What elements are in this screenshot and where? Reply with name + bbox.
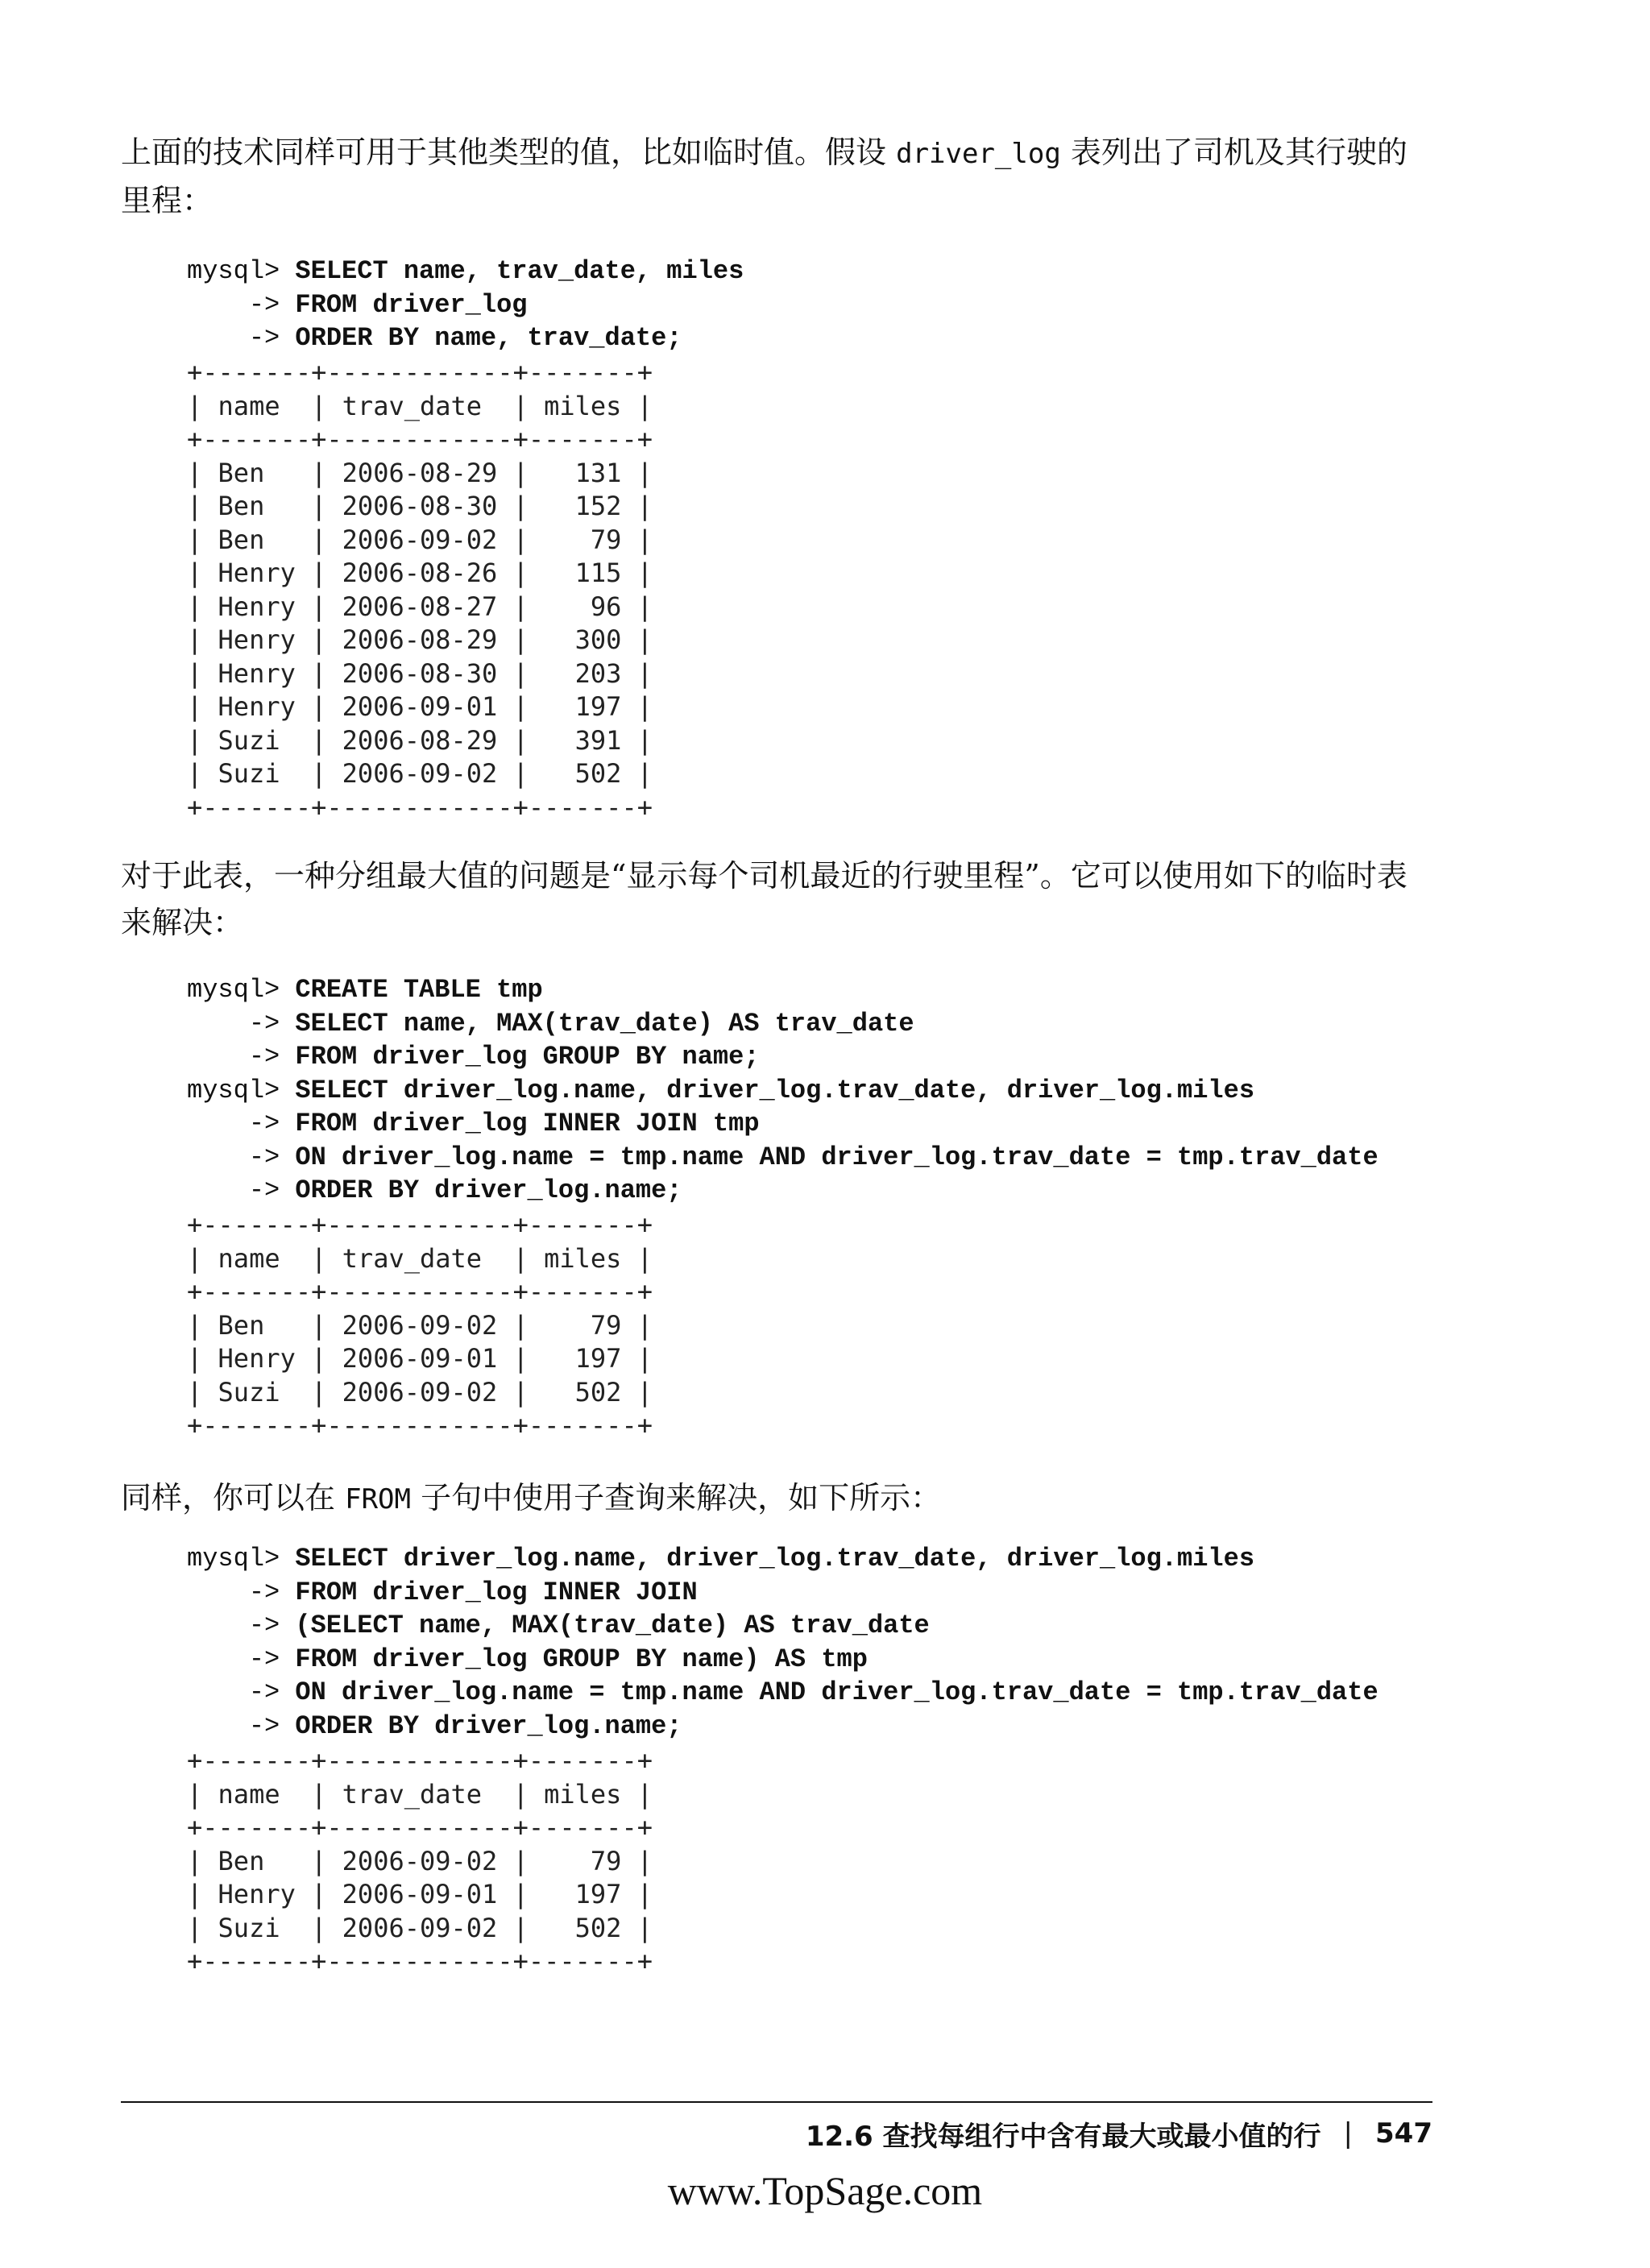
code-line — [187, 1542, 1378, 1576]
code-statement: ORDER BY driver_log.name; — [295, 1710, 682, 1741]
table-border: +-------+------------+-------+ — [187, 1745, 653, 1776]
table-border: +-------+------------+-------+ — [187, 1946, 653, 1976]
code-line — [187, 1174, 1378, 1208]
code-statement: SELECT driver_log.name, driver_log.trav_date, driver_log.miles — [295, 1544, 1255, 1574]
table-row: | Ben | 2006-09-02 | 79 | — [187, 1845, 653, 1876]
code-statement: FROM driver_log INNER JOIN — [295, 1577, 698, 1607]
paragraph-intro — [121, 129, 1410, 224]
table-row: | Ben | 2006-09-02 | 79 | — [187, 1309, 653, 1341]
code-statement: CREATE TABLE tmp — [295, 975, 543, 1005]
inline-code-driver-log: driver_log — [896, 138, 1061, 170]
result-table-3 — [187, 1744, 653, 1979]
code-statement: (SELECT name, MAX(trav_date) AS trav_date — [295, 1611, 930, 1640]
code-statement: FROM driver_log INNER JOIN tmp — [295, 1109, 760, 1138]
table-header-row: | name | trav_date | miles | — [187, 390, 653, 421]
code-statement: SELECT driver_log.name, driver_log.trav_date, driver_log.miles — [295, 1075, 1255, 1105]
table-border: +-------+------------+-------+ — [187, 1276, 653, 1307]
result-table-1 — [187, 356, 653, 824]
code-prompt: mysql> — [187, 1544, 296, 1574]
table-row: | Henry | 2006-08-26 | 115 | — [187, 558, 653, 588]
code-prompt: -> — [187, 1142, 296, 1172]
code-statement: FROM driver_log — [295, 289, 528, 320]
table-border: +-------+------------+-------+ — [187, 424, 653, 454]
code-prompt: -> — [187, 1008, 296, 1039]
table-border: +-------+------------+-------+ — [187, 1209, 653, 1240]
code-statement: FROM driver_log GROUP BY name; — [295, 1042, 760, 1072]
page-footer — [806, 2111, 1432, 2156]
code-statement: SELECT name, trav_date, miles — [295, 256, 744, 286]
code-line — [187, 1576, 1378, 1610]
code-block-query1 — [187, 255, 744, 355]
code-statement: ON driver_log.name = tmp.name AND driver_log.trav_date = tmp.trav_date — [295, 1142, 1378, 1172]
code-line — [187, 1007, 1378, 1041]
code-line — [187, 1040, 1378, 1074]
paragraph-subquery — [121, 1474, 1410, 1523]
footer-separator: | — [1343, 2117, 1354, 2150]
code-line — [187, 1609, 1378, 1643]
code-line — [187, 1710, 1378, 1743]
table-row: | Suzi | 2006-09-02 | 502 | — [187, 758, 653, 789]
code-statement: ORDER BY name, trav_date; — [295, 323, 682, 353]
code-block-query2 — [187, 973, 1378, 1208]
paragraph-intro-text-before: 上面的技术同样可用于其他类型的值，比如临时值。假设 — [121, 135, 897, 170]
code-line — [187, 973, 1378, 1007]
code-prompt: -> — [187, 1175, 296, 1205]
code-line — [187, 255, 744, 288]
code-prompt: mysql> — [187, 256, 296, 286]
paragraph-subquery-text-after: 子句中使用子查询来解决，如下所示： — [410, 1480, 942, 1515]
code-prompt: -> — [187, 289, 296, 320]
table-row: | Henry | 2006-09-01 | 197 | — [187, 1343, 653, 1374]
code-line — [187, 1107, 1378, 1141]
footer-rule — [121, 2101, 1432, 2103]
table-row: | Henry | 2006-08-29 | 300 | — [187, 624, 653, 655]
table-row: | Henry | 2006-08-27 | 96 | — [187, 591, 653, 622]
code-prompt: -> — [187, 1109, 296, 1138]
page-number: 547 — [1375, 2117, 1432, 2150]
inline-code-from: FROM — [345, 1483, 411, 1515]
code-prompt: -> — [187, 1042, 296, 1072]
table-row: | Suzi | 2006-08-29 | 391 | — [187, 724, 653, 756]
code-block-query3 — [187, 1542, 1378, 1743]
table-border: +-------+------------+-------+ — [187, 1812, 653, 1843]
table-border: +-------+------------+-------+ — [187, 791, 653, 823]
code-prompt: -> — [187, 1710, 296, 1741]
table-row: | Henry | 2006-09-01 | 197 | — [187, 1879, 653, 1909]
code-prompt: -> — [187, 1644, 296, 1674]
table-header-row: | name | trav_date | miles | — [187, 1242, 653, 1274]
code-prompt: -> — [187, 1577, 296, 1607]
code-statement: ORDER BY driver_log.name; — [295, 1175, 682, 1205]
table-border: +-------+------------+-------+ — [187, 1410, 653, 1441]
result-table-2 — [187, 1209, 653, 1443]
code-prompt: mysql> — [187, 1075, 296, 1105]
code-line — [187, 321, 744, 355]
table-row: | Suzi | 2006-09-02 | 502 | — [187, 1376, 653, 1408]
paragraph-intro-text-after: 表列出了司机及其行驶的里程： — [121, 135, 1407, 218]
code-statement: SELECT name, MAX(trav_date) AS trav_date — [295, 1008, 914, 1039]
code-line — [187, 288, 744, 322]
code-line — [187, 1643, 1378, 1677]
code-line — [187, 1141, 1378, 1175]
table-header-row: | name | trav_date | miles | — [187, 1778, 653, 1810]
watermark-url: www.TopSage.com — [667, 2168, 983, 2213]
table-row: | Henry | 2006-09-01 | 197 | — [187, 691, 653, 722]
table-row: | Henry | 2006-08-30 | 203 | — [187, 657, 653, 689]
table-border: +-------+------------+-------+ — [187, 357, 653, 388]
table-row: | Ben | 2006-09-02 | 79 | — [187, 524, 653, 555]
footer-section-title: 12.6 查找每组行中含有最大或最小值的行 — [805, 2120, 1321, 2153]
code-prompt: mysql> — [187, 975, 296, 1005]
code-line — [187, 1074, 1378, 1108]
code-statement: FROM driver_log GROUP BY name) AS tmp — [295, 1644, 868, 1674]
paragraph-problem: 对于此表，一种分组最大值的问题是“显示每个司机最近的行驶里程”。它可以使用如下的临时表来解决： — [121, 858, 1407, 940]
table-row: | Ben | 2006-08-29 | 131 | — [187, 457, 653, 488]
code-statement: ON driver_log.name = tmp.name AND driver_log.trav_date = tmp.trav_date — [295, 1677, 1378, 1707]
paragraph-subquery-text-before: 同样，你可以在 — [121, 1480, 346, 1515]
table-row: | Suzi | 2006-09-02 | 502 | — [187, 1912, 653, 1943]
code-prompt: -> — [187, 1677, 296, 1707]
code-prompt: -> — [187, 1611, 296, 1640]
code-prompt: -> — [187, 323, 296, 353]
table-row: | Ben | 2006-08-30 | 152 | — [187, 491, 653, 521]
code-line — [187, 1676, 1378, 1710]
